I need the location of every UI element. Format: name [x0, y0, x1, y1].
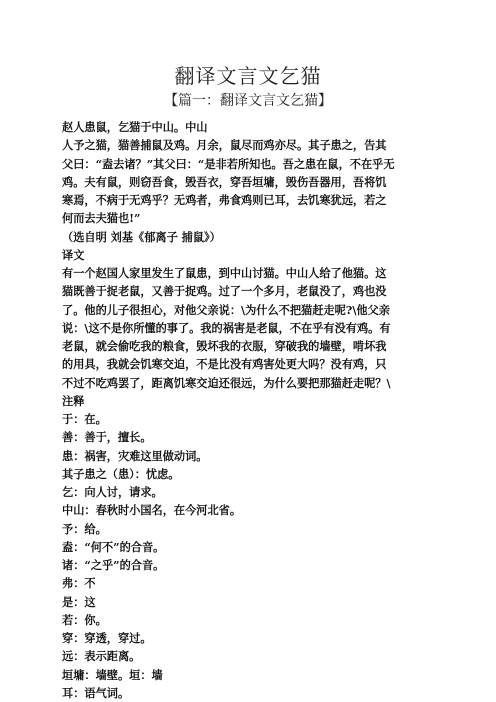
source-citation: （选自明 刘基《郁离子 捕鼠》）: [62, 229, 221, 244]
note-item: 穿：穿透，穿过。: [62, 631, 152, 645]
text-line: 了。他的儿子很担心，对他父亲说：\为什么不把猫赶走呢?\他父亲: [62, 302, 390, 317]
notes-heading: 注释: [62, 393, 85, 408]
document-title: 翻译文言文乞猫: [174, 64, 322, 88]
text-line: 猫既善于捉老鼠，又善于捉鸡。过了一个多月，老鼠没了，鸡也没: [62, 284, 387, 299]
note-item: 中山：春秋时小国名，在今河北省。: [62, 503, 242, 518]
note-item: 其子患之（患）：忧虑。: [62, 466, 180, 481]
text-line: 说：\这不是你所懂的事了。我的祸害是老鼠，不在乎有没有鸡。有: [62, 320, 391, 335]
text-line: 鸡。夫有鼠，则窃吾食，毁吾衣，穿吾垣墉，毁伤吾器用，吾将饥: [62, 174, 387, 189]
translation-heading: 译文: [62, 247, 85, 262]
note-item: 耳：语气词。: [62, 685, 130, 700]
text-line: 老鼠，就会偷吃我的粮食，毁坏我的衣服，穿破我的墙壁，啃坏我: [62, 339, 387, 353]
note-item: 善：善于，擅长。: [62, 430, 152, 445]
note-item: 若：你。: [62, 612, 107, 627]
note-item: 于：在。: [62, 412, 107, 426]
text-line: 赵人患鼠，乞猫于中山。中山: [62, 120, 208, 134]
text-line: 有一个赵国人家里发生了鼠患，到中山讨猫。中山人给了他猫。这: [62, 266, 387, 280]
section-heading: 【篇一：翻译文言文乞猫】: [164, 93, 332, 109]
note-item: 患：祸害，灾难这里做动词。: [62, 448, 208, 463]
note-item: 乞：向人讨，请求。: [62, 485, 163, 499]
note-item: 弗：不: [62, 576, 96, 591]
text-line: 不过不吃鸡罢了，距离饥寒交迫还很远，为什么要把那猫赶走呢？\: [62, 375, 391, 390]
note-item: 诸：“之乎”的合音。: [62, 558, 165, 572]
note-item: 远：表示距离。: [62, 649, 141, 664]
text-line: 何而去夫猫也!”: [62, 211, 141, 226]
note-item: 予：给。: [62, 521, 107, 536]
note-item: 垣墉：墙壁。垣：墙: [62, 667, 163, 682]
note-item: 是：这: [62, 594, 96, 609]
note-item: 盍：“何不”的合音。: [62, 539, 165, 554]
document-body: [62, 118, 440, 702]
text-line: 寒焉，不病于无鸡乎？无鸡者，弗食鸡则已耳，去饥寒犹远，若之: [62, 193, 387, 207]
text-line: 父曰：“盍去诸？”其父曰：“是非若所知也。吾之患在鼠，不在乎无: [62, 156, 395, 171]
text-line: 人予之猫，猫善捕鼠及鸡。月余，鼠尽而鸡亦尽。其子患之，告其: [62, 138, 387, 153]
text-line: 的用具，我就会饥寒交迫，不是比没有鸡害处更大吗？没有鸡，只: [62, 357, 387, 372]
